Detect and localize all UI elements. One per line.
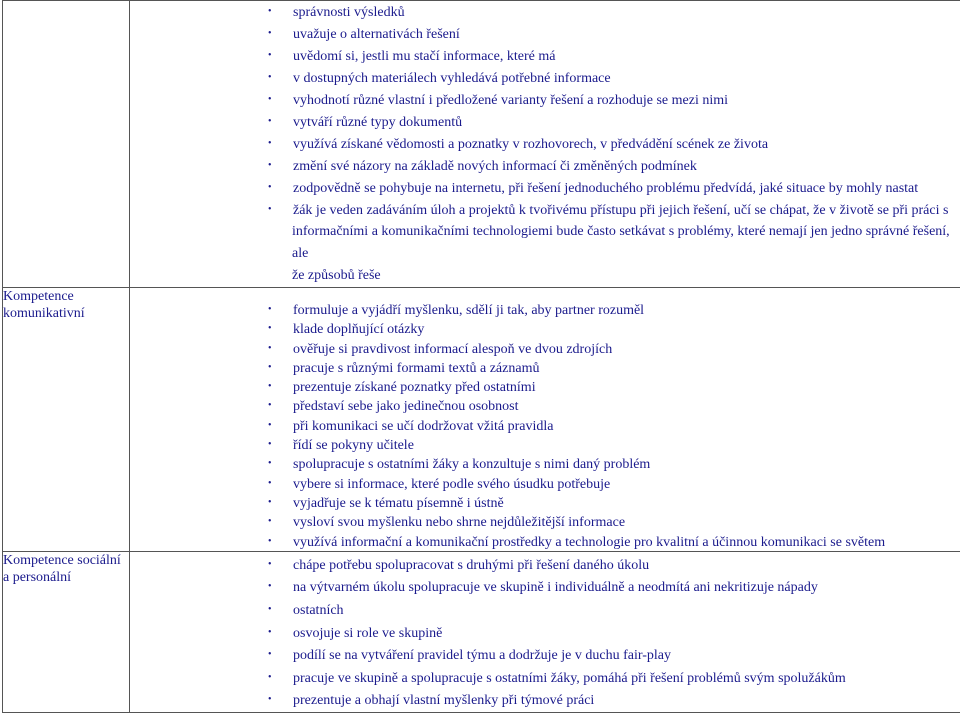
list-item (264, 554, 960, 577)
list-item-text: využívá informační a komunikační prostředky a technologie pro kvalitní a účinnou komunikaci se světem (293, 535, 885, 550)
bullet-icon: • (268, 89, 272, 111)
list-item (264, 377, 960, 396)
list-item (264, 474, 960, 493)
bullet-icon: • (268, 454, 272, 473)
list-item-text: podílí se na vytváření pravidel týmu a dodržuje je v duchu fair-play (293, 648, 671, 663)
bullet-icon: • (268, 396, 272, 415)
list-item (264, 622, 960, 645)
bullet-icon: • (268, 45, 272, 67)
row-body (130, 551, 960, 712)
list-item-text: zodpovědně se pohybuje na internetu, při řešení jednoduchého problému předvídá, jaké situace by mohly nastat (293, 181, 918, 196)
continuation-line: že způsobů řeše (292, 265, 960, 287)
list-item (264, 358, 960, 377)
list-item-text: ověřuje si pravdivost informací alespoň ve dvou zdrojích (293, 342, 612, 357)
row-body (130, 1, 960, 288)
bullet-icon: • (268, 111, 272, 133)
list-item (264, 177, 960, 199)
bullet-icon: • (268, 67, 272, 89)
continuation-line: informačními a komunikačními technologiemi bude často setkávat s problémy, které nemají jen jedno správné řešení, ale (292, 221, 960, 265)
list-item (264, 111, 960, 133)
list-item (264, 689, 960, 712)
item-list (130, 552, 960, 712)
bullet-icon: • (268, 576, 272, 598)
list-item-text: v dostupných materiálech vyhledává potřebné informace (293, 71, 611, 86)
list-item (264, 45, 960, 67)
competence-table (2, 0, 960, 713)
row-label: Kompetence sociální a personální (3, 551, 130, 712)
bullet-icon: • (268, 1, 272, 23)
list-item-text: vybere si informace, které podle svého úsudku potřebuje (293, 477, 610, 492)
list-item-text: klade doplňující otázky (293, 322, 424, 337)
bullet-icon: • (268, 319, 272, 338)
bullet-icon: • (268, 133, 272, 155)
bullet-icon: • (268, 199, 272, 221)
list-item-text: chápe potřebu spolupracovat s druhými při řešení daného úkolu (293, 558, 649, 573)
bullet-icon: • (268, 532, 272, 551)
list-item (264, 396, 960, 415)
list-item (264, 512, 960, 531)
list-item (264, 454, 960, 473)
list-item-text: formuluje a vyjádří myšlenku, sdělí ji tak, aby partner rozuměl (293, 303, 644, 318)
list-item (264, 576, 960, 599)
list-item-text: osvojuje si role ve skupině (293, 626, 442, 641)
list-item (264, 532, 960, 551)
bullet-icon: • (268, 416, 272, 435)
item-list (130, 1, 960, 221)
row-label: Kompetence komunikativní (3, 288, 130, 552)
bullet-icon: • (268, 377, 272, 396)
table-row (3, 551, 960, 712)
list-item-text: prezentuje získané poznatky před ostatními (293, 380, 536, 395)
bullet-icon: • (268, 155, 272, 177)
list-item-text: vytváří různé typy dokumentů (293, 115, 462, 130)
bullet-icon: • (268, 689, 272, 711)
list-item-text: využívá získané vědomosti a poznatky v rozhovorech, v předvádění scének ze života (293, 137, 768, 152)
bullet-icon: • (268, 435, 272, 454)
list-item (264, 133, 960, 155)
list-item-text: uvědomí si, jestli mu stačí informace, které má (293, 49, 555, 64)
list-item (264, 67, 960, 89)
bullet-icon: • (268, 474, 272, 493)
list-item-text: vyhodnotí různé vlastní i předložené varianty řešení a rozhoduje se mezi nimi (293, 93, 728, 108)
row-body (130, 288, 960, 552)
list-item (264, 667, 960, 690)
item-list (130, 288, 960, 551)
bullet-icon: • (268, 300, 272, 319)
list-item-text: řídí se pokyny učitele (293, 438, 414, 453)
list-item-text: vysloví svou myšlenku nebo shrne nejdůležitější informace (293, 515, 625, 530)
list-item (264, 1, 960, 23)
list-item-text: žák je veden zadáváním úloh a projektů k tvořivému přístupu při jejich řešení, učí se chápat, že v životě se při práci s (293, 203, 948, 218)
list-item-text: při komunikaci se učí dodržovat vžitá pravidla (293, 419, 553, 434)
list-item-text: pracuje s různými formami textů a záznamů (293, 361, 539, 376)
list-item (264, 416, 960, 435)
list-item (264, 599, 960, 622)
row-label (3, 1, 130, 288)
bullet-icon: • (268, 512, 272, 531)
bullet-icon: • (268, 358, 272, 377)
table-row (3, 1, 960, 288)
list-item (264, 199, 960, 221)
list-item (264, 644, 960, 667)
list-item-text: změní své názory na základě nových informací či změněných podmínek (293, 159, 697, 174)
list-item-text: spolupracuje s ostatními žáky a konzultuje s nimi daný problém (293, 457, 650, 472)
list-item (264, 89, 960, 111)
list-item-text: na výtvarném úkolu spolupracuje ve skupině i individuálně a neodmítá ani nekritizuje nápady (293, 580, 818, 595)
bullet-icon: • (268, 644, 272, 666)
bullet-icon: • (268, 667, 272, 689)
list-item-text: prezentuje a obhají vlastní myšlenky při týmové práci (293, 693, 594, 708)
bullet-icon: • (268, 554, 272, 576)
list-item (264, 319, 960, 338)
bullet-icon: • (268, 23, 272, 45)
table-row (3, 288, 960, 552)
list-item (264, 339, 960, 358)
list-item (264, 155, 960, 177)
list-item (264, 493, 960, 512)
list-item (264, 23, 960, 45)
bullet-icon: • (268, 177, 272, 199)
list-item (264, 300, 960, 319)
list-item-text: správnosti výsledků (293, 5, 405, 20)
list-item-text: vyjadřuje se k tématu písemně i ústně (293, 496, 504, 511)
list-item-text: ostatních (293, 603, 344, 618)
list-item-text: uvažuje o alternativách řešení (293, 27, 460, 42)
list-item-text: pracuje ve skupině a spolupracuje s ostatními žáky, pomáhá při řešení problémů svým spolužákům (293, 671, 846, 686)
bullet-icon: • (268, 493, 272, 512)
item-continuation (130, 221, 960, 287)
bullet-icon: • (268, 622, 272, 644)
bullet-icon: • (268, 339, 272, 358)
list-item (264, 435, 960, 454)
list-item-text: představí sebe jako jedinečnou osobnost (293, 399, 519, 414)
bullet-icon: • (268, 599, 272, 621)
